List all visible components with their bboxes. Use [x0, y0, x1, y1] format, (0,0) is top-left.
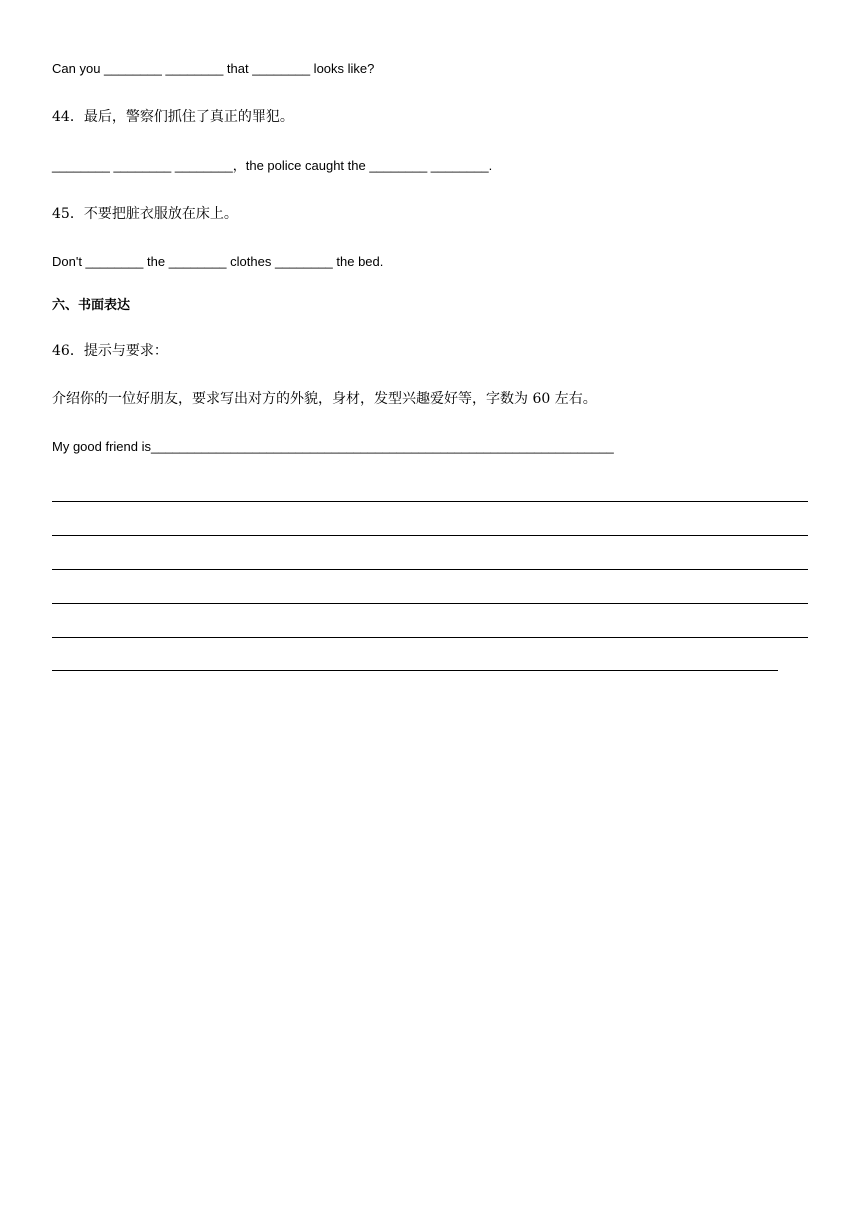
q46-label: 46．提示与要求： [52, 343, 168, 359]
writing-line [52, 535, 808, 536]
section-heading: 六、书面表达 [52, 298, 131, 313]
q44-sentence: ________ ________ ________，the police caught the ________ ________. [52, 158, 493, 173]
q43-sentence: Can you ________ ________ that ________ looks like? [52, 61, 375, 76]
writing-line [52, 603, 808, 604]
writing-instructions: 介绍你的一位好朋友，要求写出对方的外貌，身材，发型兴趣爱好等，字数为 60 左右。 [52, 391, 597, 407]
q44-prompt: 44．最后，警察们抓住了真正的罪犯。 [52, 109, 294, 125]
q45-sentence: Don't ________ the ________ clothes ________ the bed. [52, 254, 384, 269]
writing-line [52, 670, 778, 671]
writing-line [52, 569, 808, 570]
writing-starter: My good friend is________________________________________________________________ [52, 439, 614, 454]
writing-line [52, 637, 808, 638]
writing-line [52, 501, 808, 502]
q45-prompt: 45．不要把脏衣服放在床上。 [52, 206, 238, 222]
